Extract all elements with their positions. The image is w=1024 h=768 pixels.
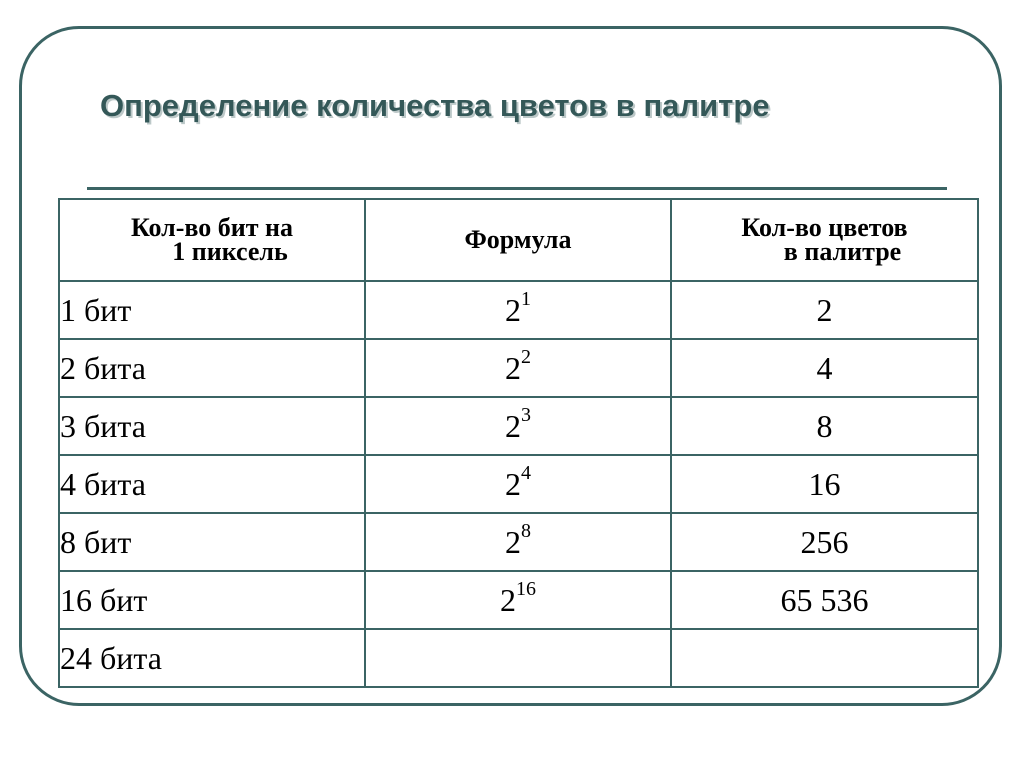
palette-table	[58, 198, 979, 688]
formula-base: 2	[505, 465, 521, 502]
slide-title: Определение количества цветов в палитре	[100, 88, 770, 123]
table-row	[59, 339, 978, 397]
formula-base: 2	[500, 581, 516, 618]
cell-colors	[671, 629, 978, 687]
formula-base: 2	[505, 291, 521, 328]
table-row	[59, 513, 978, 571]
header-formula	[365, 199, 671, 281]
header-formula-label: Формула	[464, 225, 572, 254]
table-row	[59, 571, 978, 629]
header-bits-line1: Кол-во бит на	[130, 213, 294, 242]
table-row	[59, 629, 978, 687]
cell-colors: 4	[671, 339, 978, 397]
cell-colors: 16	[671, 455, 978, 513]
formula-exponent: 2	[521, 345, 531, 368]
title-underline	[87, 187, 947, 190]
formula-exponent: 16	[516, 577, 536, 600]
cell-bits: 1 бит	[59, 281, 365, 339]
header-colors	[671, 199, 978, 281]
cell-colors: 2	[671, 281, 978, 339]
cell-formula	[365, 455, 671, 513]
table-row	[59, 455, 978, 513]
formula-exponent: 3	[521, 403, 531, 426]
cell-colors: 65 536	[671, 571, 978, 629]
cell-formula	[365, 339, 671, 397]
formula-base: 2	[505, 349, 521, 386]
cell-formula	[365, 629, 671, 687]
header-bits	[59, 199, 365, 281]
table-row	[59, 397, 978, 455]
header-row	[59, 199, 978, 281]
cell-bits: 2 бита	[59, 339, 365, 397]
formula-base: 2	[505, 523, 521, 560]
cell-bits: 24 бита	[59, 629, 365, 687]
table-row	[59, 281, 978, 339]
cell-formula	[365, 281, 671, 339]
cell-bits: 4 бита	[59, 455, 365, 513]
formula-exponent: 4	[521, 461, 531, 484]
cell-formula	[365, 571, 671, 629]
cell-colors: 256	[671, 513, 978, 571]
cell-bits: 3 бита	[59, 397, 365, 455]
cell-bits: 16 бит	[59, 571, 365, 629]
cell-bits: 8 бит	[59, 513, 365, 571]
header-colors-line2: в палитре	[783, 237, 902, 266]
formula-exponent: 8	[521, 519, 531, 542]
formula-base: 2	[505, 407, 521, 444]
cell-formula	[365, 397, 671, 455]
cell-formula	[365, 513, 671, 571]
header-bits-line2: 1 пиксель	[172, 237, 288, 266]
cell-colors: 8	[671, 397, 978, 455]
header-colors-line1: Кол-во цветов	[741, 213, 908, 242]
formula-exponent: 1	[521, 287, 531, 310]
